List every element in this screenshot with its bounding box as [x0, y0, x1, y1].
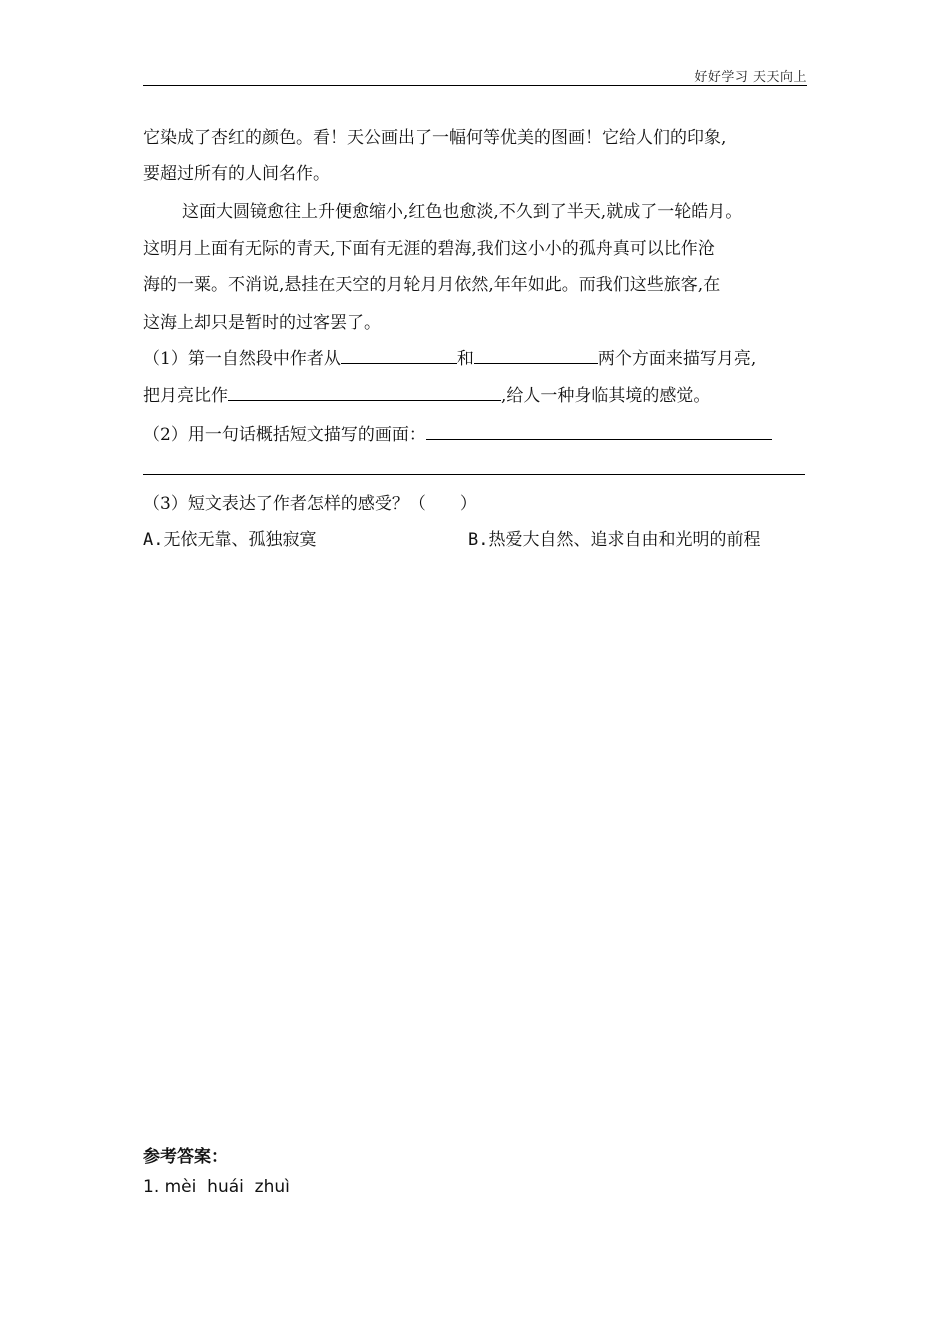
- question-1-text-c: 两个方面来描写月亮,: [597, 349, 757, 369]
- option-a-text: 无依无靠、孤独寂寞: [163, 530, 317, 550]
- passage-line-3: 这面大圆镜愈往上升便愈缩小,红色也愈淡,不久到了半天,就成了一轮皓月。: [182, 202, 743, 222]
- option-a[interactable]: [143, 528, 316, 552]
- header-motto: 好好学习 天天向上: [694, 70, 807, 85]
- header-divider: [143, 85, 807, 86]
- question-1-text-e: ,给人一种身临其境的感觉。: [501, 386, 711, 406]
- answer-key-title: 参考答案：: [143, 1147, 228, 1167]
- question-1-text-a: （1）第一自然段中作者从: [143, 349, 341, 369]
- option-b-letter: B.: [468, 530, 489, 550]
- passage-line-6: 这海上却只是暂时的过客罢了。: [143, 313, 381, 333]
- question-1-line-2: [143, 384, 710, 408]
- answer-blank-3[interactable]: [228, 384, 501, 401]
- question-1-text-d: 把月亮比作: [143, 386, 228, 406]
- answer-line-full[interactable]: [143, 474, 805, 475]
- answer-blank-2[interactable]: [474, 347, 598, 364]
- question-3-text: （3）短文表达了作者怎样的感受？（ ）: [143, 494, 477, 514]
- question-2-text: （2）用一句话概括短文描写的画面：: [143, 425, 426, 445]
- passage-line-1: 它染成了杏红的颜色。看！天公画出了一幅何等优美的图画！它给人们的印象,: [143, 128, 727, 148]
- question-1-text-b: 和: [456, 349, 474, 369]
- passage-line-2: 要超过所有的人间名作。: [143, 164, 330, 184]
- question-2-line: [143, 423, 772, 447]
- answer-key-line-1: 1. mèi huái zhuì: [143, 1177, 290, 1197]
- option-b[interactable]: [468, 528, 760, 552]
- answer-blank-1[interactable]: [341, 347, 457, 364]
- answer-blank-4[interactable]: [426, 423, 772, 440]
- passage-line-4: 这明月上面有无际的青天,下面有无涯的碧海,我们这小小的孤舟真可以比作沧: [143, 239, 715, 259]
- option-a-letter: A.: [143, 530, 164, 550]
- passage-line-5: 海的一粟。不消说,悬挂在天空的月轮月月依然,年年如此。而我们这些旅客,在: [143, 275, 721, 295]
- question-1-line-1: [143, 347, 756, 371]
- option-b-text: 热爱大自然、追求自由和光明的前程: [488, 530, 761, 550]
